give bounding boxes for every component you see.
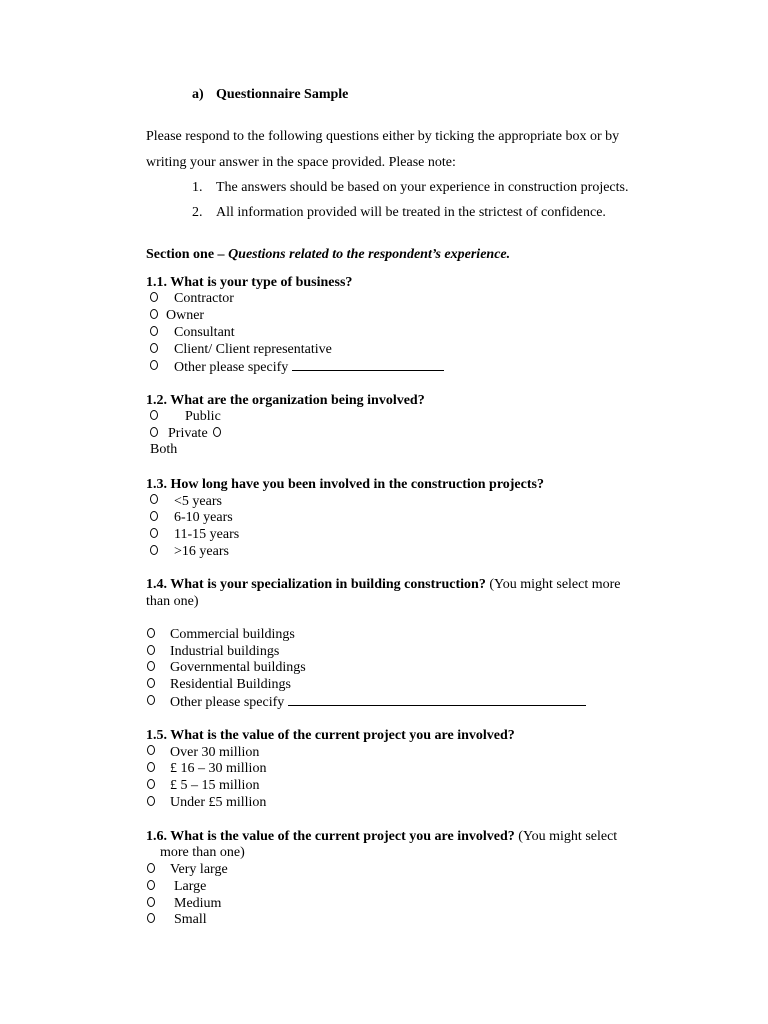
radio-option[interactable] <box>150 410 158 420</box>
option-label-with-blank <box>174 358 444 376</box>
checkbox-option[interactable] <box>147 628 155 638</box>
section-heading <box>146 246 510 263</box>
radio-option[interactable] <box>150 292 158 302</box>
checkbox-option[interactable] <box>147 645 155 655</box>
option-label: Industrial buildings <box>170 644 280 659</box>
option-label: Consultant <box>174 325 235 340</box>
option-label: Owner <box>166 308 205 323</box>
question-text: 1.6. What is the value of the current project you are involved? <box>146 829 515 844</box>
radio-option[interactable] <box>150 427 158 437</box>
option-label: Very large <box>170 862 228 877</box>
option-label-with-blank <box>170 693 586 711</box>
checkbox-option[interactable] <box>147 678 155 688</box>
radio-option[interactable] <box>150 309 158 319</box>
specify-blank[interactable] <box>288 693 586 706</box>
question-1-1: 1.1. What is your type of business? <box>146 275 353 290</box>
option-label: £ 5 – 15 million <box>170 778 260 793</box>
note-text: The answers should be based on your experience in construction projects. <box>216 180 629 195</box>
option-label: 11-15 years <box>174 527 240 542</box>
option-label: Contractor <box>174 291 234 306</box>
checkbox-option[interactable] <box>147 913 155 923</box>
option-label: Commercial buildings <box>170 627 295 642</box>
question-note: (You might select <box>514 829 618 844</box>
radio-option[interactable] <box>147 745 155 755</box>
option-label: Over 30 million <box>170 745 260 760</box>
radio-option[interactable] <box>150 528 158 538</box>
option-label: Private <box>168 426 208 441</box>
radio-option[interactable] <box>213 427 221 437</box>
option-label: Public <box>185 409 221 424</box>
section-title: Questions related to the respondent’s experience. <box>228 247 511 262</box>
option-label: Other please specify <box>174 360 289 375</box>
question-note-cont: more than one) <box>160 845 245 860</box>
question-1-5: 1.5. What is the value of the current project you are involved? <box>146 728 515 743</box>
heading-marker: a) <box>192 87 204 102</box>
option-label: 6-10 years <box>174 510 233 525</box>
option-label: Governmental buildings <box>170 660 306 675</box>
note-text: All information provided will be treated in the strictest of confidence. <box>216 205 606 220</box>
checkbox-option[interactable] <box>147 863 155 873</box>
question-note: (You might select more <box>485 577 621 592</box>
option-label: Residential Buildings <box>170 677 291 692</box>
radio-option[interactable] <box>150 511 158 521</box>
option-label: <5 years <box>174 494 222 509</box>
section-label: Section one – <box>146 247 229 262</box>
option-label: >16 years <box>174 544 229 559</box>
checkbox-option[interactable] <box>147 880 155 890</box>
radio-option[interactable] <box>150 326 158 336</box>
question-note-cont: than one) <box>146 594 199 609</box>
page-title: Questionnaire Sample <box>216 87 349 102</box>
note-number: 1. <box>192 180 203 195</box>
intro-line-1: Please respond to the following questions either by ticking the appropriate box or by <box>146 129 620 144</box>
option-label: Large <box>174 879 207 894</box>
option-label: Other please specify <box>170 695 285 710</box>
checkbox-option[interactable] <box>147 897 155 907</box>
note-number: 2. <box>192 205 203 220</box>
radio-option[interactable] <box>147 779 155 789</box>
intro-line-2: writing your answer in the space provided. Please note: <box>146 155 456 170</box>
question-1-3: 1.3. How long have you been involved in the construction projects? <box>146 477 544 492</box>
question-text: 1.4. What is your specialization in building construction? <box>146 577 486 592</box>
option-label: Both <box>150 442 178 457</box>
radio-option[interactable] <box>147 796 155 806</box>
radio-option[interactable] <box>150 494 158 504</box>
radio-option[interactable] <box>150 343 158 353</box>
specify-blank[interactable] <box>292 358 444 371</box>
option-label: £ 16 – 30 million <box>170 761 267 776</box>
radio-option[interactable] <box>150 545 158 555</box>
checkbox-option[interactable] <box>147 661 155 671</box>
question-1-4 <box>146 576 621 593</box>
radio-option[interactable] <box>150 360 158 370</box>
option-label: Client/ Client representative <box>174 342 332 357</box>
question-1-2: 1.2. What are the organization being involved? <box>146 393 425 408</box>
option-label: Medium <box>174 896 222 911</box>
radio-option[interactable] <box>147 762 155 772</box>
option-label: Under £5 million <box>170 795 267 810</box>
checkbox-option[interactable] <box>147 695 155 705</box>
question-1-6 <box>146 828 617 845</box>
option-label: Small <box>174 912 207 927</box>
